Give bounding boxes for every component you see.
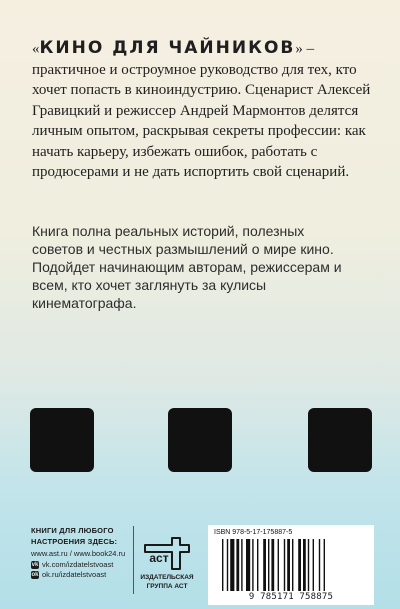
tagline-line-1: КНИГИ ДЛЯ ЛЮБОГО <box>31 526 114 535</box>
film-frame-left <box>30 408 94 472</box>
website-links[interactable]: www.ast.ru / www.book24.ru <box>31 549 126 558</box>
barcode-icon <box>220 539 366 591</box>
footer <box>0 512 400 609</box>
open-quote: « <box>32 41 40 57</box>
close-quote: » <box>295 41 303 57</box>
tagline <box>31 525 117 547</box>
contact-links <box>31 549 125 581</box>
vk-link[interactable]: vk.com/izdatelstvoast <box>42 559 114 569</box>
barcode-block <box>208 525 374 605</box>
film-frame-right <box>308 408 372 472</box>
tagline-line-2: НАСТРОЕНИЯ ЗДЕСЬ: <box>31 537 118 546</box>
vk-link-row[interactable] <box>31 560 125 571</box>
isbn: ISBN 978-5-17-175887-5 <box>214 529 293 536</box>
publisher-line-2: ГРУППА АСТ <box>146 582 188 590</box>
description-paragraph: Книга полна реальных историй, полезных советов и честных размышлений о мире кино. Подойдет начинающим авторам, режиссерам и всем, кто хочет заглянуть за кулисы кинематографа. <box>32 223 342 311</box>
logo-text: аст <box>149 551 169 565</box>
vk-icon: vk <box>31 561 39 568</box>
book-title: КИНО ДЛЯ ЧАЙНИКОВ <box>39 38 296 58</box>
publisher-name <box>134 574 200 591</box>
ok-link[interactable]: ok.ru/izdatelstvoast <box>42 570 107 579</box>
ok-link-row[interactable] <box>31 570 125 581</box>
ok-icon: ok <box>31 572 39 579</box>
barcode-number: 9 785171 758875 <box>248 592 334 602</box>
intro-paragraph <box>32 38 377 183</box>
film-frame-center <box>168 408 232 472</box>
intro-text: – практичное и остроумное руководство для тех, кто хочет попасть в киноиндустрию. Сценарист Алексей Гравицкий и режиссер Андрей Мармонтов делятся личным опытом, раскрывая секреты профессии: как начать карьеру, избежать ошибок, работать с продюсерами и не дать испортить свой сценарий. <box>32 41 371 180</box>
ast-logo-icon <box>143 529 191 573</box>
publisher-line-1: ИЗДАТЕЛЬСКАЯ <box>140 574 194 581</box>
